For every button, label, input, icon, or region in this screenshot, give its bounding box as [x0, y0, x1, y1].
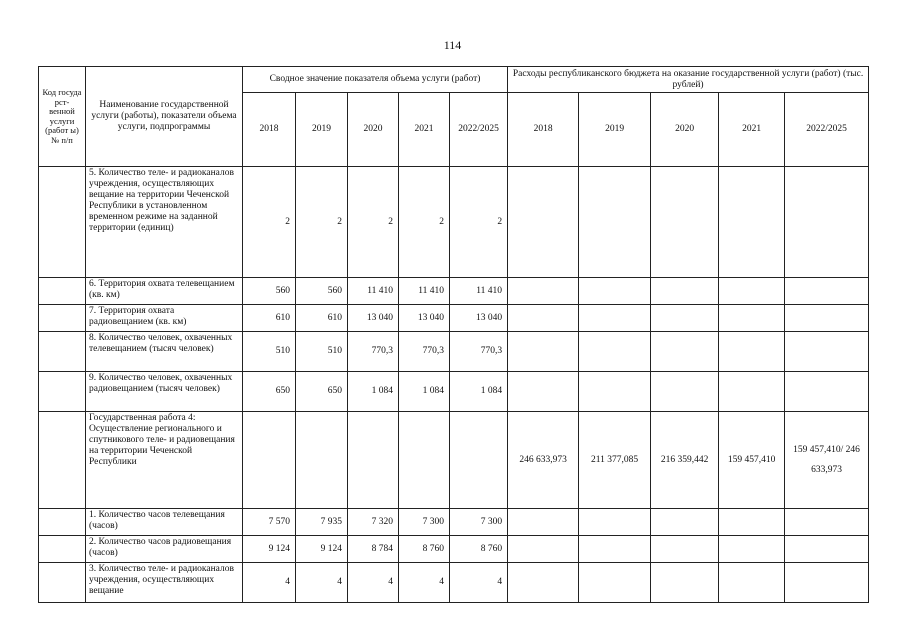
row-code	[39, 412, 86, 509]
volume-cell: 1 084	[450, 372, 508, 412]
budget-cell	[719, 536, 785, 563]
budget-cell	[579, 305, 651, 332]
header-volume-year: 2022/2025	[450, 93, 508, 167]
row-code	[39, 509, 86, 536]
budget-cell	[785, 305, 869, 332]
table-row	[39, 372, 869, 412]
header-volume-year: 2020	[348, 93, 399, 167]
budget-cell	[785, 563, 869, 603]
volume-cell: 7 320	[348, 509, 399, 536]
table-row	[39, 278, 869, 305]
volume-cell: 770,3	[399, 332, 450, 372]
volume-cell: 650	[243, 372, 296, 412]
volume-cell: 510	[296, 332, 348, 372]
budget-cell	[508, 332, 579, 372]
header-budget-year: 2021	[719, 93, 785, 167]
volume-cell: 7 935	[296, 509, 348, 536]
volume-cell: 11 410	[399, 278, 450, 305]
volume-cell: 13 040	[399, 305, 450, 332]
budget-cell	[785, 536, 869, 563]
budget-cell	[719, 332, 785, 372]
budget-cell	[719, 278, 785, 305]
volume-cell: 1 084	[348, 372, 399, 412]
budget-cell: 216 359,442	[651, 412, 719, 509]
table-row	[39, 536, 869, 563]
row-code	[39, 278, 86, 305]
volume-cell: 9 124	[243, 536, 296, 563]
header-volume-year: 2018	[243, 93, 296, 167]
volume-cell: 2	[399, 167, 450, 278]
volume-cell: 8 784	[348, 536, 399, 563]
budget-cell	[508, 167, 579, 278]
budget-cell	[579, 278, 651, 305]
volume-cell	[243, 412, 296, 509]
budget-cell	[651, 278, 719, 305]
header-volume-group: Сводное значение показателя объема услуги (работ)	[243, 67, 508, 93]
volume-cell: 7 570	[243, 509, 296, 536]
volume-cell	[399, 412, 450, 509]
table-row	[39, 305, 869, 332]
budget-table	[38, 66, 869, 603]
row-name: Государственная работа 4: Осуществление регионального и спутникового теле- и радиовещания на территории Чеченской Республики	[86, 412, 243, 509]
volume-cell: 610	[296, 305, 348, 332]
header-budget-year: 2019	[579, 93, 651, 167]
budget-cell	[651, 305, 719, 332]
header-name: Наименование государственной услуги (работы), показатели объема услуги, подпрограммы	[86, 67, 243, 167]
row-code	[39, 536, 86, 563]
header-budget-year: 2020	[651, 93, 719, 167]
header-volume-year: 2021	[399, 93, 450, 167]
page-number: 114	[443, 38, 462, 52]
budget-cell	[579, 563, 651, 603]
volume-cell: 8 760	[399, 536, 450, 563]
row-name: 3. Количество теле- и радиоканалов учреждения, осуществляющих вещание	[86, 563, 243, 603]
budget-cell: 159 457,410/ 246 633,973	[785, 412, 869, 509]
volume-cell: 770,3	[450, 332, 508, 372]
volume-cell: 2	[450, 167, 508, 278]
budget-cell	[579, 372, 651, 412]
budget-cell: 246 633,973	[508, 412, 579, 509]
row-name: 9. Количество человек, охваченных радиовещанием (тысяч человек)	[86, 372, 243, 412]
volume-cell: 2	[243, 167, 296, 278]
header-volume-year: 2019	[296, 93, 348, 167]
budget-cell	[719, 305, 785, 332]
volume-cell: 2	[296, 167, 348, 278]
volume-cell: 11 410	[348, 278, 399, 305]
volume-cell: 7 300	[450, 509, 508, 536]
volume-cell: 4	[243, 563, 296, 603]
row-name: 7. Территория охвата радиовещанием (кв. км)	[86, 305, 243, 332]
table-row	[39, 167, 869, 278]
row-code	[39, 167, 86, 278]
budget-cell	[508, 509, 579, 536]
volume-cell: 11 410	[450, 278, 508, 305]
volume-cell: 560	[243, 278, 296, 305]
volume-cell: 4	[348, 563, 399, 603]
budget-cell	[508, 372, 579, 412]
row-code	[39, 332, 86, 372]
budget-cell	[785, 278, 869, 305]
row-code	[39, 305, 86, 332]
budget-cell	[579, 536, 651, 563]
budget-cell	[579, 332, 651, 372]
volume-cell: 1 084	[399, 372, 450, 412]
volume-cell	[296, 412, 348, 509]
budget-cell	[719, 509, 785, 536]
row-name: 2. Количество часов радиовещания (часов)	[86, 536, 243, 563]
budget-cell	[651, 332, 719, 372]
budget-cell	[579, 167, 651, 278]
volume-cell: 510	[243, 332, 296, 372]
budget-cell	[719, 563, 785, 603]
volume-cell: 8 760	[450, 536, 508, 563]
volume-cell: 4	[450, 563, 508, 603]
budget-cell	[651, 372, 719, 412]
header-budget-group: Расходы республиканского бюджета на оказание государственной услуги (работ) (тыс. рублей)	[508, 67, 869, 93]
volume-cell: 610	[243, 305, 296, 332]
volume-cell: 770,3	[348, 332, 399, 372]
volume-cell: 650	[296, 372, 348, 412]
header-budget-year: 2022/2025	[785, 93, 869, 167]
table-row	[39, 509, 869, 536]
volume-cell	[348, 412, 399, 509]
budget-cell: 211 377,085	[579, 412, 651, 509]
row-code	[39, 372, 86, 412]
table-row	[39, 563, 869, 603]
budget-cell	[785, 372, 869, 412]
budget-cell	[508, 278, 579, 305]
volume-cell: 4	[296, 563, 348, 603]
budget-cell	[651, 536, 719, 563]
volume-cell: 2	[348, 167, 399, 278]
budget-cell	[651, 509, 719, 536]
volume-cell: 9 124	[296, 536, 348, 563]
header-code: Код госуда рст-венной услуги (работ ы) № п/п	[39, 67, 86, 167]
volume-cell: 13 040	[348, 305, 399, 332]
row-name: 8. Количество человек, охваченных телевещанием (тысяч человек)	[86, 332, 243, 372]
budget-cell	[651, 563, 719, 603]
budget-cell	[508, 563, 579, 603]
budget-cell	[508, 536, 579, 563]
budget-cell	[785, 167, 869, 278]
budget-cell	[651, 167, 719, 278]
table-row	[39, 332, 869, 372]
budget-cell	[579, 509, 651, 536]
budget-cell	[785, 332, 869, 372]
volume-cell	[450, 412, 508, 509]
budget-cell	[508, 305, 579, 332]
budget-cell	[719, 167, 785, 278]
budget-cell: 159 457,410	[719, 412, 785, 509]
row-code	[39, 563, 86, 603]
volume-cell: 4	[399, 563, 450, 603]
header-budget-year: 2018	[508, 93, 579, 167]
row-name: 1. Количество часов телевещания (часов)	[86, 509, 243, 536]
row-name: 5. Количество теле- и радиоканалов учреждения, осуществляющих вещание на территории Чеченской Республики в установленном временном режиме на заданной территории (единиц)	[86, 167, 243, 278]
volume-cell: 13 040	[450, 305, 508, 332]
volume-cell: 7 300	[399, 509, 450, 536]
budget-cell	[785, 509, 869, 536]
row-name: 6. Территория охвата телевещанием (кв. км)	[86, 278, 243, 305]
budget-cell	[719, 372, 785, 412]
table-row	[39, 412, 869, 509]
volume-cell: 560	[296, 278, 348, 305]
